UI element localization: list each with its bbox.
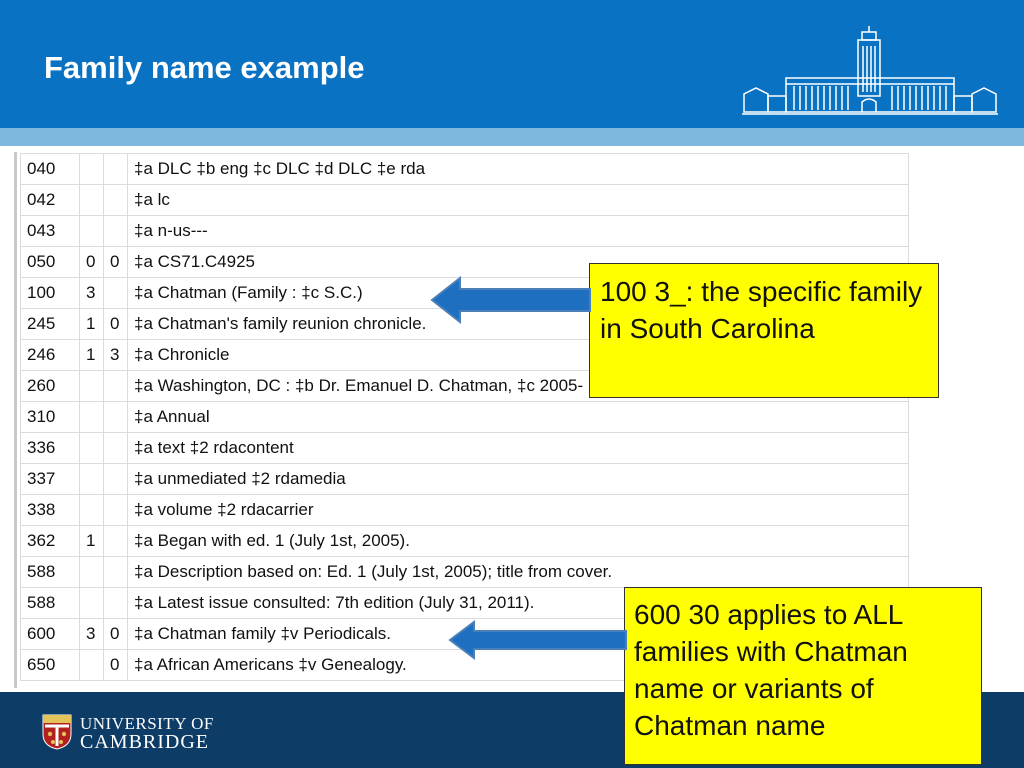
marc-tag-cell: 260 (21, 371, 80, 402)
marc-field-content-cell: ‡a unmediated ‡2 rdamedia (128, 464, 909, 495)
slide-title: Family name example (44, 50, 365, 85)
marc-indicator-2-cell (104, 526, 128, 557)
marc-field-row (21, 154, 909, 185)
marc-indicator-1-cell (80, 495, 104, 526)
header-stripe (0, 128, 1024, 146)
wordmark-line-1: UNIVERSITY OF (80, 714, 214, 733)
marc-indicator-2-cell (104, 557, 128, 588)
marc-field-content-cell: ‡a volume ‡2 rdacarrier (128, 495, 909, 526)
marc-tag-cell: 245 (21, 309, 80, 340)
marc-indicator-1-cell (80, 371, 104, 402)
marc-indicator-1-cell: 1 (80, 340, 104, 371)
marc-tag-cell: 588 (21, 557, 80, 588)
marc-tag-cell: 310 (21, 402, 80, 433)
marc-field-row (21, 557, 909, 588)
marc-field-row (21, 433, 909, 464)
marc-indicator-1-cell (80, 650, 104, 681)
marc-field-row (21, 185, 909, 216)
marc-indicator-1-cell (80, 588, 104, 619)
marc-indicator-2-cell (104, 464, 128, 495)
marc-field-content-cell: ‡a CS71.C4925 (128, 247, 909, 278)
marc-tag-cell: 362 (21, 526, 80, 557)
marc-field-row (21, 216, 909, 247)
marc-field-content-cell: ‡a Chronicle (128, 340, 909, 371)
wordmark-line-2: CAMBRIDGE (80, 731, 210, 753)
marc-indicator-2-cell: 0 (104, 247, 128, 278)
marc-tag-cell: 588 (21, 588, 80, 619)
marc-indicator-1-cell (80, 185, 104, 216)
marc-field-content-cell: ‡a Chatman's family reunion chronicle. (128, 309, 909, 340)
marc-indicator-2-cell (104, 433, 128, 464)
marc-field-row (21, 402, 909, 433)
marc-field-row (21, 526, 909, 557)
marc-indicator-1-cell (80, 154, 104, 185)
marc-tag-cell: 040 (21, 154, 80, 185)
marc-indicator-2-cell: 0 (104, 309, 128, 340)
marc-field-row (21, 464, 909, 495)
university-wordmark (80, 714, 214, 752)
marc-field-content-cell: ‡a Latest issue consulted: 7th edition (July 31, 2011). (128, 588, 909, 619)
marc-indicator-2-cell (104, 588, 128, 619)
marc-indicator-1-cell: 3 (80, 278, 104, 309)
marc-field-content-cell: ‡a Began with ed. 1 (July 1st, 2005). (128, 526, 909, 557)
marc-tag-cell: 337 (21, 464, 80, 495)
marc-tag-cell: 050 (21, 247, 80, 278)
marc-field-content-cell: ‡a Description based on: Ed. 1 (July 1st, 2005); title from cover. (128, 557, 909, 588)
marc-indicator-1-cell (80, 557, 104, 588)
marc-tag-cell: 338 (21, 495, 80, 526)
callout-100-explanation: 100 3_: the specific family in South Carolina (589, 263, 939, 398)
left-rule (14, 152, 17, 688)
marc-indicator-2-cell (104, 154, 128, 185)
marc-tag-cell: 043 (21, 216, 80, 247)
marc-indicator-2-cell (104, 278, 128, 309)
marc-indicator-1-cell: 0 (80, 247, 104, 278)
marc-indicator-2-cell (104, 371, 128, 402)
arrow-to-600-icon (448, 620, 628, 660)
marc-indicator-2-cell: 0 (104, 619, 128, 650)
marc-tag-cell: 100 (21, 278, 80, 309)
marc-indicator-2-cell (104, 402, 128, 433)
marc-field-content-cell: ‡a n-us--- (128, 216, 909, 247)
marc-tag-cell: 042 (21, 185, 80, 216)
marc-tag-cell: 336 (21, 433, 80, 464)
marc-field-content-cell: ‡a Chatman family ‡v Periodicals. (128, 619, 909, 650)
marc-tag-cell: 650 (21, 650, 80, 681)
marc-field-content-cell: ‡a Chatman (Family : ‡c S.C.) (128, 278, 909, 309)
marc-indicator-1-cell (80, 216, 104, 247)
marc-indicator-1-cell: 1 (80, 309, 104, 340)
marc-indicator-1-cell: 3 (80, 619, 104, 650)
callout-600-explanation: 600 30 applies to ALL families with Chatman name or variants of Chatman name (624, 587, 982, 765)
marc-indicator-1-cell (80, 402, 104, 433)
marc-tag-cell: 246 (21, 340, 80, 371)
marc-field-content-cell: ‡a DLC ‡b eng ‡c DLC ‡d DLC ‡e rda (128, 154, 909, 185)
marc-indicator-2-cell (104, 495, 128, 526)
marc-indicator-1-cell (80, 433, 104, 464)
marc-indicator-2-cell (104, 216, 128, 247)
arrow-to-100-icon (430, 276, 592, 324)
marc-field-row (21, 495, 909, 526)
university-library-building-icon (742, 26, 998, 118)
cambridge-crest-icon (42, 714, 72, 750)
marc-indicator-2-cell (104, 185, 128, 216)
marc-field-content-cell: ‡a lc (128, 185, 909, 216)
marc-field-content-cell: ‡a African Americans ‡v Genealogy. (128, 650, 909, 681)
marc-indicator-1-cell (80, 464, 104, 495)
marc-field-content-cell: ‡a Annual (128, 402, 909, 433)
marc-indicator-2-cell: 3 (104, 340, 128, 371)
marc-indicator-1-cell: 1 (80, 526, 104, 557)
marc-field-content-cell: ‡a text ‡2 rdacontent (128, 433, 909, 464)
marc-tag-cell: 600 (21, 619, 80, 650)
marc-field-content-cell: ‡a Washington, DC : ‡b Dr. Emanuel D. Chatman, ‡c 2005- (128, 371, 909, 402)
marc-indicator-2-cell: 0 (104, 650, 128, 681)
